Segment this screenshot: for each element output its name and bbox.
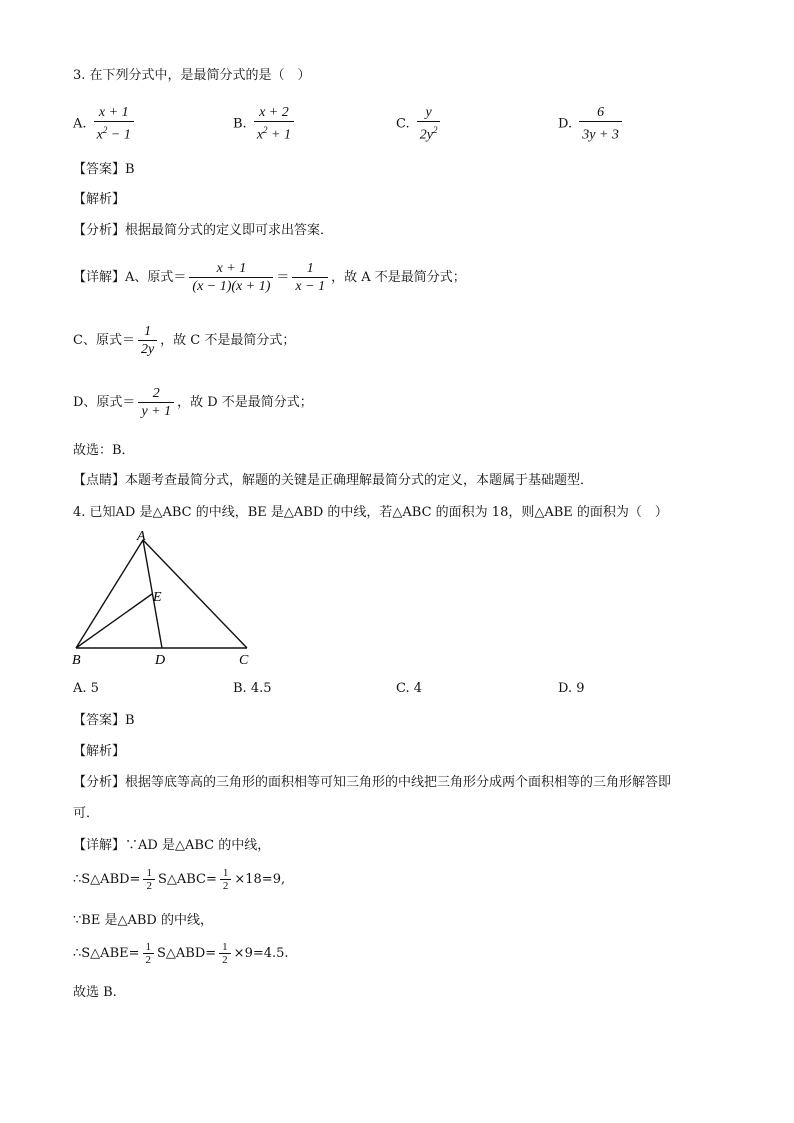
denominator: 2 — [143, 879, 155, 892]
numerator: x + 1 — [216, 261, 247, 276]
numerator: y — [425, 105, 432, 120]
denominator: 2 — [143, 953, 155, 966]
fenxi-text: 根据等底等高的三角形的面积相等可知三角形的中线把三角形分成两个面积相等的三角形解答即 — [125, 775, 672, 790]
detail-a-suffix: ，故 A 不是最简分式； — [331, 270, 466, 285]
denominator — [254, 121, 294, 144]
den-rest: + 1 — [267, 127, 291, 143]
numerator: 1 — [306, 261, 314, 276]
q3-answer — [73, 160, 135, 180]
denominator: 2 — [219, 953, 231, 966]
detail-suffix: ×18=9, — [234, 872, 286, 887]
option-label: D. — [558, 116, 573, 132]
q3-analysis-tag: 【解析】 — [73, 192, 126, 207]
option-label: A. — [73, 116, 87, 132]
q4-option-c: C. 4 — [396, 681, 423, 696]
fraction — [138, 323, 157, 358]
den-exp: 2 — [432, 125, 438, 135]
equals-sign: ＝ — [276, 270, 290, 285]
q4-detail-3: ∵BE 是△ABD 的中线， — [73, 913, 213, 928]
q4-option-b: B. 4.5 — [233, 681, 272, 696]
q4-fenxi — [73, 773, 671, 793]
fraction — [94, 104, 134, 144]
answer-value: B — [125, 713, 135, 728]
den-exp: 2 — [102, 125, 108, 135]
q3-dianjing — [73, 471, 593, 491]
q3-option-b — [233, 104, 297, 144]
denominator: x − 1 — [292, 277, 328, 295]
den-rest: − 1 — [107, 127, 131, 143]
q4-fenxi-cont: 可． — [73, 806, 100, 821]
fraction — [417, 104, 441, 144]
answer-tag: 【答案】 — [73, 162, 126, 177]
detail-mid: S△ABD= — [157, 946, 217, 961]
median-be — [76, 594, 152, 648]
q3-option-d — [558, 104, 625, 144]
q3-fenxi — [73, 221, 333, 241]
half-fraction — [220, 867, 232, 892]
numerator: 2 — [152, 386, 160, 401]
detail-tag: 【详解】 — [73, 270, 126, 285]
fenxi-text: 根据最简分式的定义即可求出答案． — [125, 223, 334, 238]
numerator: x + 1 — [98, 105, 129, 120]
q3-detail-a — [73, 258, 466, 298]
numerator: 1 — [146, 867, 152, 879]
denominator — [417, 121, 441, 144]
detail-d-suffix: ，故 D 不是最简分式； — [177, 395, 313, 410]
denominator: 2 — [220, 879, 232, 892]
q3-choose: 故选：B． — [73, 443, 135, 458]
fraction — [579, 104, 622, 144]
denominator — [579, 121, 622, 144]
q3-detail-d — [73, 383, 313, 423]
label-c: C — [239, 653, 249, 668]
q4-detail-1 — [73, 836, 270, 856]
side-ab — [76, 540, 143, 648]
detail-prefix: ∴S△ABE= — [73, 946, 140, 961]
half-fraction — [143, 941, 155, 966]
answer-tag: 【答案】 — [73, 713, 126, 728]
option-label: C. — [396, 116, 410, 132]
detail-suffix: ×9=4.5. — [233, 946, 289, 961]
fraction — [292, 260, 328, 295]
q4-option-d: D. 9 — [558, 681, 585, 696]
denominator: 2y — [138, 340, 157, 358]
den-exp: 2 — [263, 125, 268, 135]
half-fraction — [219, 941, 231, 966]
answer-value: B — [125, 162, 135, 177]
label-d: D — [155, 653, 166, 668]
detail-c-suffix: ，故 C 不是最简分式； — [160, 333, 296, 348]
numerator: 6 — [597, 105, 605, 120]
detail-tag: 【详解】 — [73, 838, 126, 853]
q4-choose: 故选 B. — [73, 985, 117, 1000]
half-fraction — [143, 867, 155, 892]
q3-option-c — [396, 104, 443, 144]
numerator: 1 — [144, 324, 152, 339]
q3-option-a — [73, 104, 137, 144]
q4-analysis-tag: 【解析】 — [73, 744, 126, 759]
denominator: y + 1 — [138, 402, 174, 420]
den-base: x — [96, 127, 103, 143]
detail-mid: S△ABC= — [157, 872, 217, 887]
fraction — [138, 385, 174, 420]
fraction — [254, 104, 294, 144]
label-b: B — [72, 653, 81, 668]
denominator: (x − 1)(x + 1) — [189, 277, 273, 295]
fraction — [189, 260, 273, 295]
label-e: E — [153, 590, 162, 605]
numerator: 1 — [222, 867, 229, 879]
detail-a-prefix: A、原式＝ — [125, 270, 187, 285]
numerator: 1 — [145, 941, 151, 953]
fenxi-tag: 【分析】 — [73, 775, 126, 790]
detail-d-prefix: D、原式＝ — [73, 395, 136, 410]
q4-answer — [73, 711, 135, 731]
q3-title: 3. 在下列分式中，是最简分式的是（ ） — [73, 68, 311, 83]
q4-option-a: A. 5 — [73, 681, 99, 696]
option-label: B. — [233, 116, 247, 132]
denominator — [94, 121, 134, 144]
numerator: x + 2 — [259, 105, 289, 120]
numerator: 1 — [222, 941, 228, 953]
dianjing-tag: 【点睛】 — [73, 473, 126, 488]
q3-detail-c — [73, 321, 295, 361]
detail-prefix: ∴S△ABD= — [73, 872, 141, 887]
den-base: 2y — [419, 127, 433, 143]
fenxi-tag: 【分析】 — [73, 223, 126, 238]
dianjing-text: 本题考查最简分式，解题的关键是正确理解最简分式的定义，本题属于基础题型． — [125, 473, 594, 488]
detail-c-prefix: C、原式＝ — [73, 333, 135, 348]
q4-title: 4. 已知AD 是△ABC 的中线，BE 是△ABD 的中线，若△ABC 的面积为 18，则△ABE 的面积为（ ） — [73, 505, 668, 520]
label-a: A — [137, 529, 146, 544]
detail-text: ∵AD 是△ABC 的中线， — [125, 838, 271, 853]
q4-detail-4 — [73, 940, 289, 968]
den-base: 3y + 3 — [582, 127, 619, 143]
q4-detail-2 — [73, 866, 285, 894]
triangle-figure — [66, 528, 266, 668]
den-base: x — [256, 127, 264, 143]
